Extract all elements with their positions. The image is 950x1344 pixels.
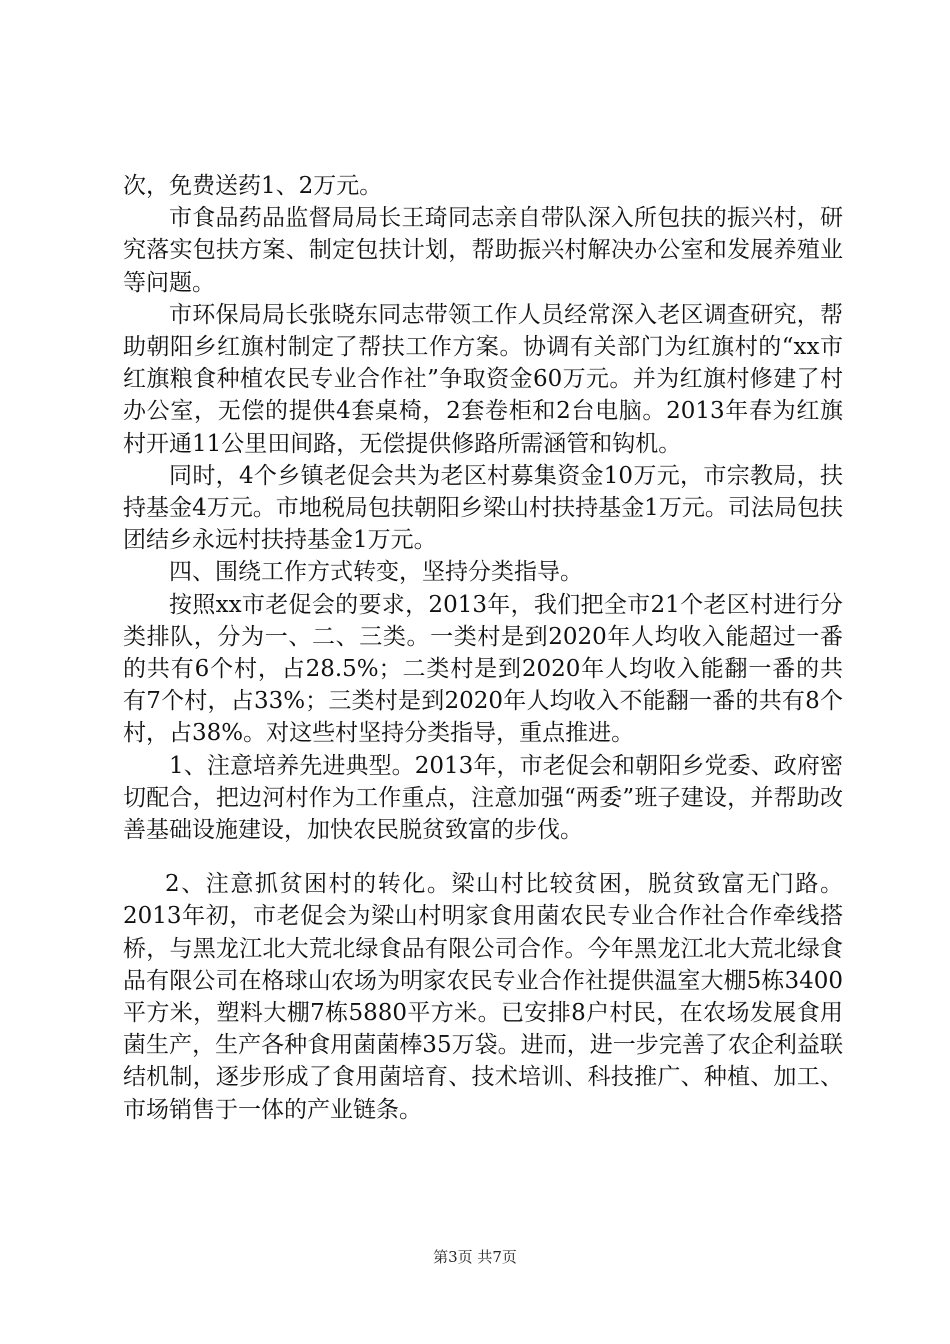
page-number-footer: 第3页 共7页 [433,1248,517,1266]
paragraph-continuation: 次，免费送药1、2万元。 [123,173,383,199]
section-heading-classification: 四、围绕工作方式转变，坚持分类指导。 [169,559,583,586]
paragraph-food-drug-bureau: 市食品药品监督局局长王琦同志亲自带队深入所包扶的振兴村，研究落实包扶方案、制定包扶计划，帮助振兴村解决办公室和发展养殖业等问题。 [123,205,843,296]
paragraph-poor-village-transformation: 2、注意抓贫困村的转化。梁山村比较贫困，脱贫致富无门路。2013年初，市老促会为梁山村明家食用菌农民专业合作社合作牵线搭桥，与黑龙江北大荒北绿食品有限公司合作。今年黑龙江北大荒北绿食品有限公司在格球山农场为明家农民专业合作社提供温室大棚5栋3400平方米，塑料大棚7栋5880平方米。已安排8户村民，在农场发展食用菌生产，生产各种食用菌菌棒35万袋。进而，进一步完善了农企利益联结机制，逐步形成了食用菌培育、技术培训、科技推广、种植、加工、市场销售于一体的产业链条。 [123,871,843,1123]
paragraph-fund-raising: 同时，4个乡镇老促会共为老区村募集资金10万元，市宗教局，扶持基金4万元。市地税局包扶朝阳乡梁山村扶持基金1万元。司法局包扶团结乡永远村扶持基金1万元。 [123,462,843,554]
paragraph-advanced-model: 1、注意培养先进典型。2013年，市老促会和朝阳乡党委、政府密切配合，把边河村作为工作重点，注意加强“两委”班子建设，并帮助改善基础设施建设，加快农民脱贫致富的步伐。 [123,752,843,844]
document-body [123,170,843,1126]
paragraph-environment-bureau: 市环保局局长张晓东同志带领工作人员经常深入老区调查研究，帮助朝阳乡红旗村制定了帮扶工作方案。协调有关部门为红旗村的“xx市红旗粮食种植农民专业合作社”争取资金60万元。并为红旗村修建了村办公室，无偿的提供4套桌椅，2套卷柜和2台电脑。2013年春为红旗村开通11公里田间路，无偿提供修路所需涵管和钩机。 [123,301,843,457]
paragraph-village-classification: 按照xx市老促会的要求，2013年，我们把全市21个老区村进行分类排队，分为一、二、三类。一类村是到2020年人均收入能超过一番的共有6个村，占28.5%；二类村是到2020年人均收入能翻一番的共有7个村，占33%；三类村是到2020年人均收入不能翻一番的共有8个村，占38%。对这些村坚持分类指导，重点推进。 [123,591,843,747]
